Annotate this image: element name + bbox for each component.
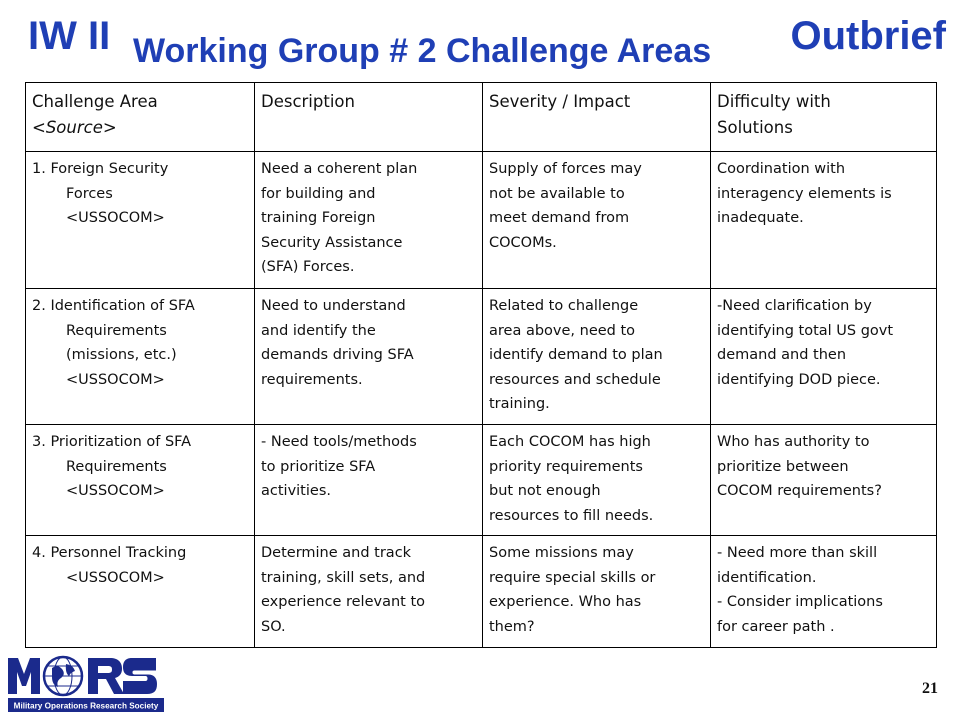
cell-difficulty: Who has authority to prioritize between COCOM requirements? (711, 425, 937, 536)
table-row (26, 425, 937, 536)
table-row (26, 536, 937, 648)
cell-difficulty: -Need clarification by identifying total US govt demand and then identifying DOD piece. (711, 289, 937, 425)
header-source-label: <Source> (32, 118, 117, 137)
cell-severity: Supply of forces may not be available to meet demand from COCOMs. (483, 152, 711, 289)
table-row (26, 152, 937, 289)
cell-description: Need to understand and identify the demands driving SFA requirements. (255, 289, 483, 425)
cell-difficulty: - Need more than skill identification. - Consider implications for career path . (711, 536, 937, 648)
page-title: Working Group # 2 Challenge Areas (133, 32, 712, 70)
table-header-row (26, 83, 937, 152)
cell-description: Need a coherent plan for building and training Foreign Security Assistance (SFA) Forces. (255, 152, 483, 289)
cell-severity: Related to challenge area above, need to identify demand to plan resources and schedule training. (483, 289, 711, 425)
globe-icon (44, 657, 82, 695)
header-severity: Severity / Impact (483, 83, 711, 152)
table-row (26, 289, 937, 425)
header-difficulty: Difficulty with Solutions (711, 83, 937, 152)
cell-severity: Each COCOM has high priority requirements but not enough resources to fill needs. (483, 425, 711, 536)
cell-challenge: 4. Personnel Tracking <USSOCOM> (26, 536, 255, 648)
header-left-title: IW II (28, 14, 111, 58)
page-number: 21 (922, 680, 938, 697)
cell-severity: Some missions may require special skills or experience. Who has them? (483, 536, 711, 648)
cell-difficulty: Coordination with interagency elements is inadequate. (711, 152, 937, 289)
cell-challenge: 2. Identification of SFA Requirements (missions, etc.) <USSOCOM> (26, 289, 255, 425)
cell-description: Determine and track training, skill sets, and experience relevant to SO. (255, 536, 483, 648)
header-challenge-label: Challenge Area (32, 92, 158, 111)
mors-logo (6, 652, 166, 714)
cell-challenge: 1. Foreign Security Forces <USSOCOM> (26, 152, 255, 289)
header-challenge-area (26, 83, 255, 152)
header-right-title: Outbrief (790, 14, 946, 58)
header-description: Description (255, 83, 483, 152)
challenge-table (25, 82, 937, 648)
svg-text:Military Operations Research S: Military Operations Research Society (13, 701, 159, 711)
cell-challenge: 3. Prioritization of SFA Requirements <USSOCOM> (26, 425, 255, 536)
cell-description: - Need tools/methods to prioritize SFA activities. (255, 425, 483, 536)
